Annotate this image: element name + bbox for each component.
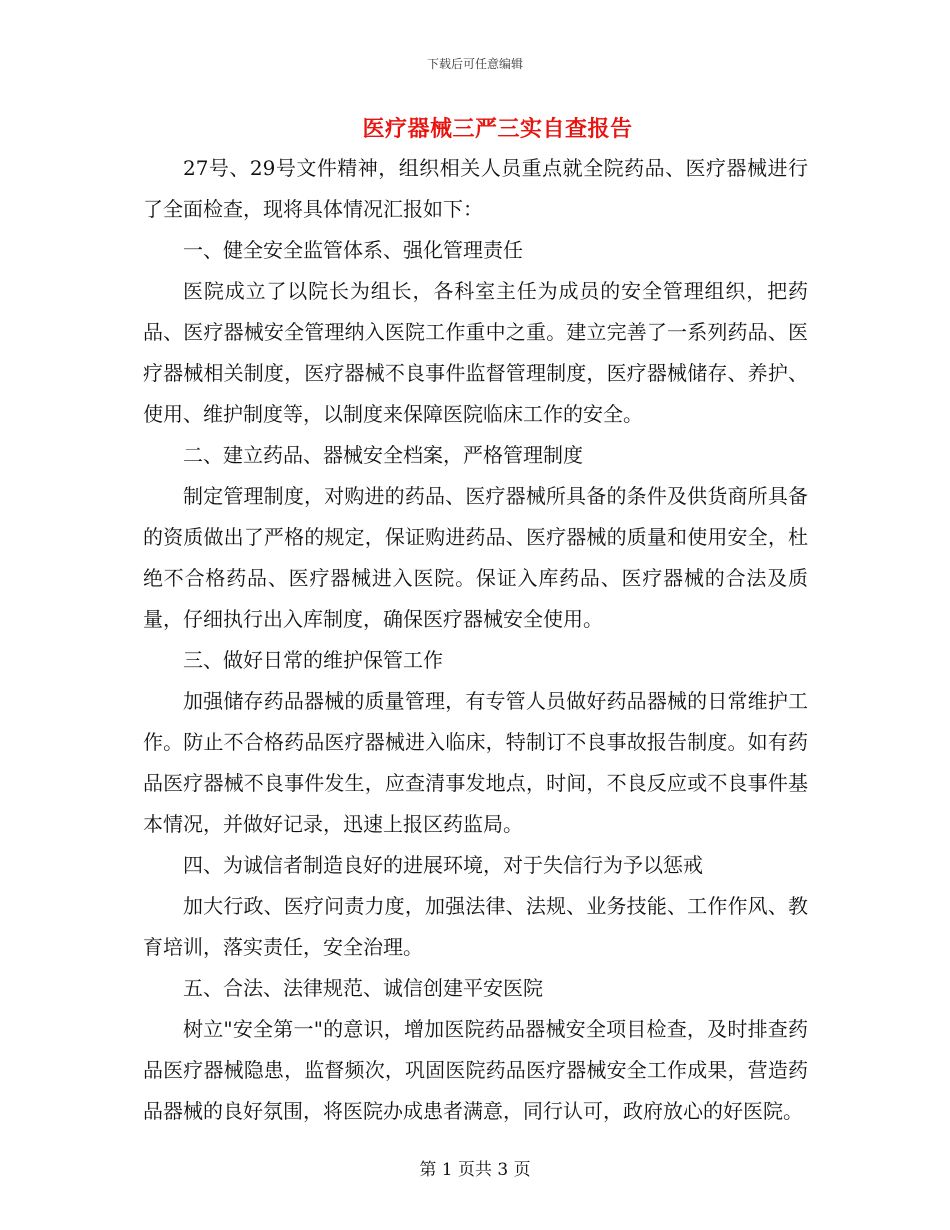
section-heading-5: 五、合法、法律规范、诚信创建平安医院 bbox=[183, 976, 543, 1000]
header-note: 下载后可任意编辑 bbox=[426, 57, 523, 71]
section-heading-3: 三、做好日常的维护保管工作 bbox=[183, 648, 443, 672]
paragraph-2: 制定管理制度，对购进的药品、医疗器械所具备的条件及供货商所具备的资质做出了严格的规定，保证购进药品、医疗器械的质量和使用安全，杜绝不合格药品、医疗器械进入医院。保证入库药品、医疗器械的合法及质量，仔细执行出入库制度，确保医疗器械安全使用。 bbox=[143, 484, 808, 631]
section-heading-2: 二、建立药品、器械安全档案，严格管理制度 bbox=[183, 443, 583, 467]
paragraph-4: 加大行政、医疗问责力度，加强法律、法规、业务技能、工作作风、教育培训，落实责任，安全治理。 bbox=[143, 894, 808, 959]
paragraph-1: 医院成立了以院长为组长，各科室主任为成员的安全管理组织，把药品、医疗器械安全管理纳入医院工作重中之重。建立完善了一系列药品、医疗器械相关制度，医疗器械不良事件监督管理制度，医疗器械储存、养护、使用、维护制度等，以制度来保障医院临床工作的安全。 bbox=[143, 279, 808, 426]
document-title: 医疗器械三严三实自查报告 bbox=[362, 116, 633, 142]
paragraph-3: 加强储存药品器械的质量管理，有专管人员做好药品器械的日常维护工作。防止不合格药品医疗器械进入临床，特制订不良事故报告制度。如有药品医疗器械不良事件发生，应查清事发地点，时间，不良反应或不良事件基本情况，并做好记录，迅速上报区药监局。 bbox=[143, 689, 808, 836]
section-heading-1: 一、健全安全监管体系、强化管理责任 bbox=[183, 238, 523, 262]
section-heading-4: 四、为诚信者制造良好的进展环境，对于失信行为予以惩戒 bbox=[183, 853, 703, 877]
paragraph-intro: 27号、29号文件精神，组织相关人员重点就全院药品、医疗器械进行了全面检查，现将具体情况汇报如下： bbox=[143, 156, 808, 221]
paragraph-5: 树立"安全第一"的意识，增加医院药品器械安全项目检查，及时排查药品医疗器械隐患，监督频次，巩固医院药品医疗器械安全工作成果，营造药品器械的良好氛围，将医院办成患者满意，同行认可，政府放心的好医院。 bbox=[143, 1017, 808, 1123]
document-body bbox=[143, 148, 808, 1132]
page-number-footer: 第 1 页共 3 页 bbox=[419, 1160, 531, 1180]
